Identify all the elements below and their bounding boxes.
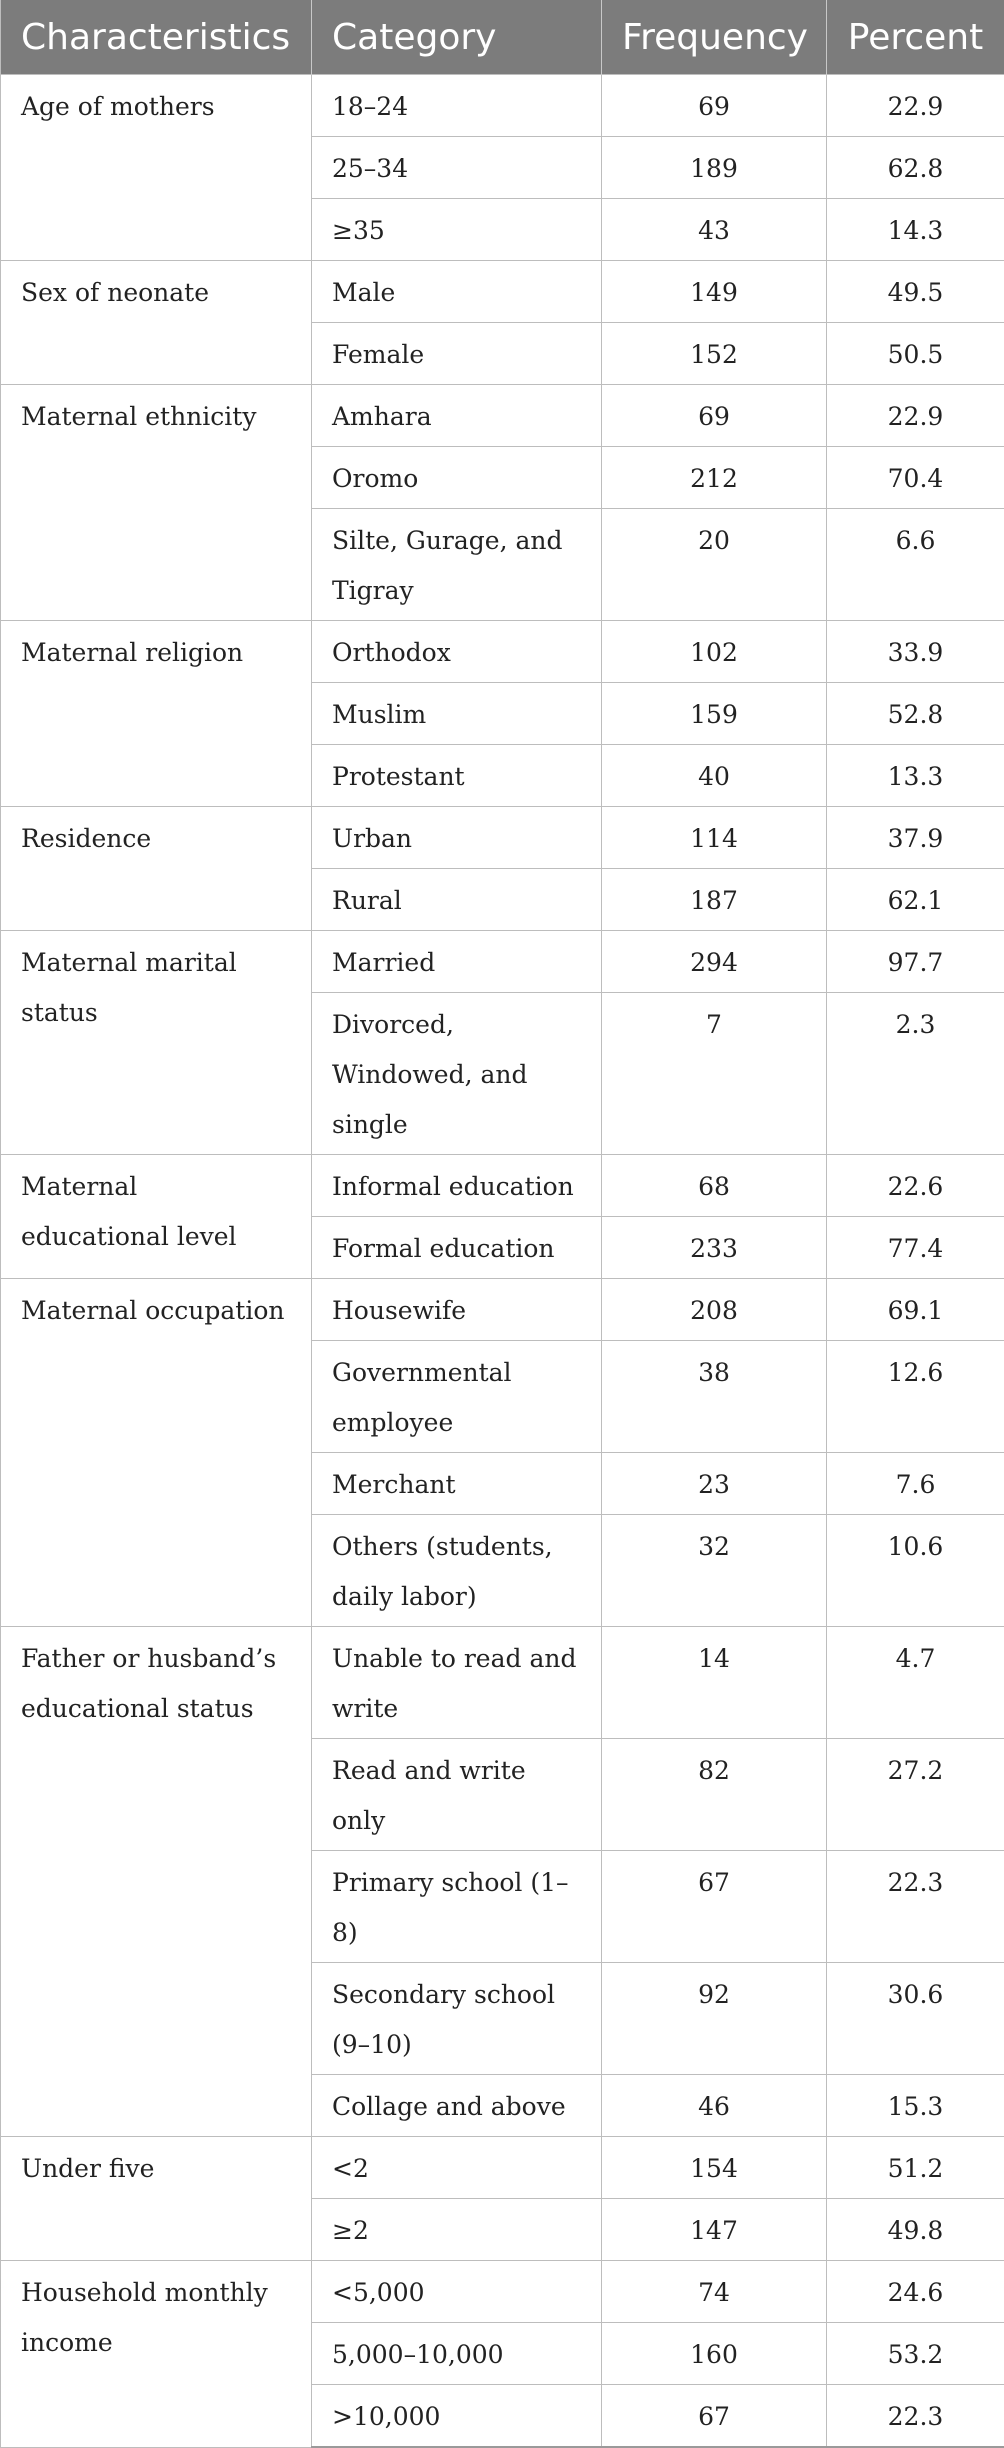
category-cell: Divorced, Windowed, and single <box>312 993 602 1155</box>
frequency-cell: 20 <box>602 509 827 621</box>
frequency-cell: 23 <box>602 1453 827 1515</box>
frequency-cell: 69 <box>602 75 827 137</box>
percent-cell: 62.1 <box>827 869 1004 931</box>
category-cell: 25–34 <box>312 137 602 199</box>
category-cell: Formal education <box>312 1217 602 1279</box>
characteristic-cell: Father or husband’s educational status <box>1 1627 312 2137</box>
frequency-cell: 149 <box>602 261 827 323</box>
frequency-cell: 294 <box>602 931 827 993</box>
percent-cell: 2.3 <box>827 993 1004 1155</box>
characteristic-cell: Maternal religion <box>1 621 312 807</box>
table-row <box>1 1627 1004 1739</box>
frequency-cell: 154 <box>602 2137 827 2199</box>
frequency-cell: 189 <box>602 137 827 199</box>
frequency-cell: 67 <box>602 2385 827 2448</box>
category-cell: <5,000 <box>312 2261 602 2323</box>
category-cell: Protestant <box>312 745 602 807</box>
category-cell: Married <box>312 931 602 993</box>
characteristic-cell: Maternal marital status <box>1 931 312 1155</box>
table-row <box>1 1155 1004 1217</box>
table-row <box>1 1279 1004 1341</box>
category-cell: Informal education <box>312 1155 602 1217</box>
category-cell: ≥2 <box>312 2199 602 2261</box>
percent-cell: 97.7 <box>827 931 1004 993</box>
frequency-cell: 69 <box>602 385 827 447</box>
table-body <box>1 75 1004 2448</box>
frequency-cell: 114 <box>602 807 827 869</box>
percent-cell: 22.3 <box>827 2385 1004 2448</box>
percent-cell: 77.4 <box>827 1217 1004 1279</box>
header-category: Category <box>312 0 602 75</box>
frequency-cell: 74 <box>602 2261 827 2323</box>
percent-cell: 22.9 <box>827 385 1004 447</box>
category-cell: Read and write only <box>312 1739 602 1851</box>
frequency-cell: 82 <box>602 1739 827 1851</box>
category-cell: Rural <box>312 869 602 931</box>
percent-cell: 14.3 <box>827 199 1004 261</box>
table-row <box>1 75 1004 137</box>
characteristic-cell: Age of mothers <box>1 75 312 261</box>
percent-cell: 33.9 <box>827 621 1004 683</box>
percent-cell: 10.6 <box>827 1515 1004 1627</box>
table-header <box>1 0 1004 75</box>
category-cell: Secondary school (9–10) <box>312 1963 602 2075</box>
characteristic-cell: Under five <box>1 2137 312 2261</box>
header-row <box>1 0 1004 75</box>
table-row <box>1 2261 1004 2323</box>
percent-cell: 52.8 <box>827 683 1004 745</box>
percent-cell: 49.8 <box>827 2199 1004 2261</box>
percent-cell: 7.6 <box>827 1453 1004 1515</box>
header-characteristics: Characteristics <box>1 0 312 75</box>
category-cell: Housewife <box>312 1279 602 1341</box>
frequency-cell: 159 <box>602 683 827 745</box>
percent-cell: 4.7 <box>827 1627 1004 1739</box>
percent-cell: 69.1 <box>827 1279 1004 1341</box>
percent-cell: 22.9 <box>827 75 1004 137</box>
category-cell: Urban <box>312 807 602 869</box>
frequency-cell: 7 <box>602 993 827 1155</box>
category-cell: Muslim <box>312 683 602 745</box>
category-cell: ≥35 <box>312 199 602 261</box>
frequency-cell: 68 <box>602 1155 827 1217</box>
frequency-cell: 160 <box>602 2323 827 2385</box>
percent-cell: 13.3 <box>827 745 1004 807</box>
frequency-cell: 233 <box>602 1217 827 1279</box>
percent-cell: 37.9 <box>827 807 1004 869</box>
table-row <box>1 2137 1004 2199</box>
percent-cell: 27.2 <box>827 1739 1004 1851</box>
frequency-cell: 92 <box>602 1963 827 2075</box>
characteristic-cell: Household monthly income <box>1 2261 312 2448</box>
characteristic-cell: Maternal ethnicity <box>1 385 312 621</box>
frequency-cell: 152 <box>602 323 827 385</box>
category-cell: 18–24 <box>312 75 602 137</box>
category-cell: Orthodox <box>312 621 602 683</box>
characteristic-cell: Residence <box>1 807 312 931</box>
category-cell: Governmental employee <box>312 1341 602 1453</box>
percent-cell: 15.3 <box>827 2075 1004 2137</box>
percent-cell: 51.2 <box>827 2137 1004 2199</box>
category-cell: Amhara <box>312 385 602 447</box>
percent-cell: 70.4 <box>827 447 1004 509</box>
frequency-cell: 43 <box>602 199 827 261</box>
table-row <box>1 807 1004 869</box>
frequency-cell: 38 <box>602 1341 827 1453</box>
category-cell: >10,000 <box>312 2385 602 2448</box>
header-frequency: Frequency <box>602 0 827 75</box>
percent-cell: 12.6 <box>827 1341 1004 1453</box>
table-row <box>1 621 1004 683</box>
percent-cell: 24.6 <box>827 2261 1004 2323</box>
frequency-cell: 46 <box>602 2075 827 2137</box>
frequency-cell: 147 <box>602 2199 827 2261</box>
percent-cell: 22.3 <box>827 1851 1004 1963</box>
percent-cell: 6.6 <box>827 509 1004 621</box>
frequency-cell: 14 <box>602 1627 827 1739</box>
category-cell: Primary school (1–8) <box>312 1851 602 1963</box>
category-cell: Merchant <box>312 1453 602 1515</box>
percent-cell: 50.5 <box>827 323 1004 385</box>
characteristic-cell: Sex of neonate <box>1 261 312 385</box>
frequency-cell: 40 <box>602 745 827 807</box>
table-row <box>1 385 1004 447</box>
characteristic-cell: Maternal occupation <box>1 1279 312 1627</box>
category-cell: Collage and above <box>312 2075 602 2137</box>
percent-cell: 62.8 <box>827 137 1004 199</box>
category-cell: <2 <box>312 2137 602 2199</box>
frequency-cell: 102 <box>602 621 827 683</box>
frequency-cell: 212 <box>602 447 827 509</box>
characteristic-cell: Maternal educational level <box>1 1155 312 1279</box>
table-row <box>1 931 1004 993</box>
category-cell: Oromo <box>312 447 602 509</box>
category-cell: Male <box>312 261 602 323</box>
percent-cell: 30.6 <box>827 1963 1004 2075</box>
frequency-cell: 208 <box>602 1279 827 1341</box>
category-cell: Female <box>312 323 602 385</box>
category-cell: Silte, Gurage, and Tigray <box>312 509 602 621</box>
frequency-cell: 67 <box>602 1851 827 1963</box>
percent-cell: 49.5 <box>827 261 1004 323</box>
category-cell: Unable to read and write <box>312 1627 602 1739</box>
category-cell: 5,000–10,000 <box>312 2323 602 2385</box>
header-percent: Percent <box>827 0 1004 75</box>
frequency-cell: 187 <box>602 869 827 931</box>
table-row <box>1 261 1004 323</box>
frequency-cell: 32 <box>602 1515 827 1627</box>
category-cell: Others (students, daily labor) <box>312 1515 602 1627</box>
percent-cell: 22.6 <box>827 1155 1004 1217</box>
percent-cell: 53.2 <box>827 2323 1004 2385</box>
